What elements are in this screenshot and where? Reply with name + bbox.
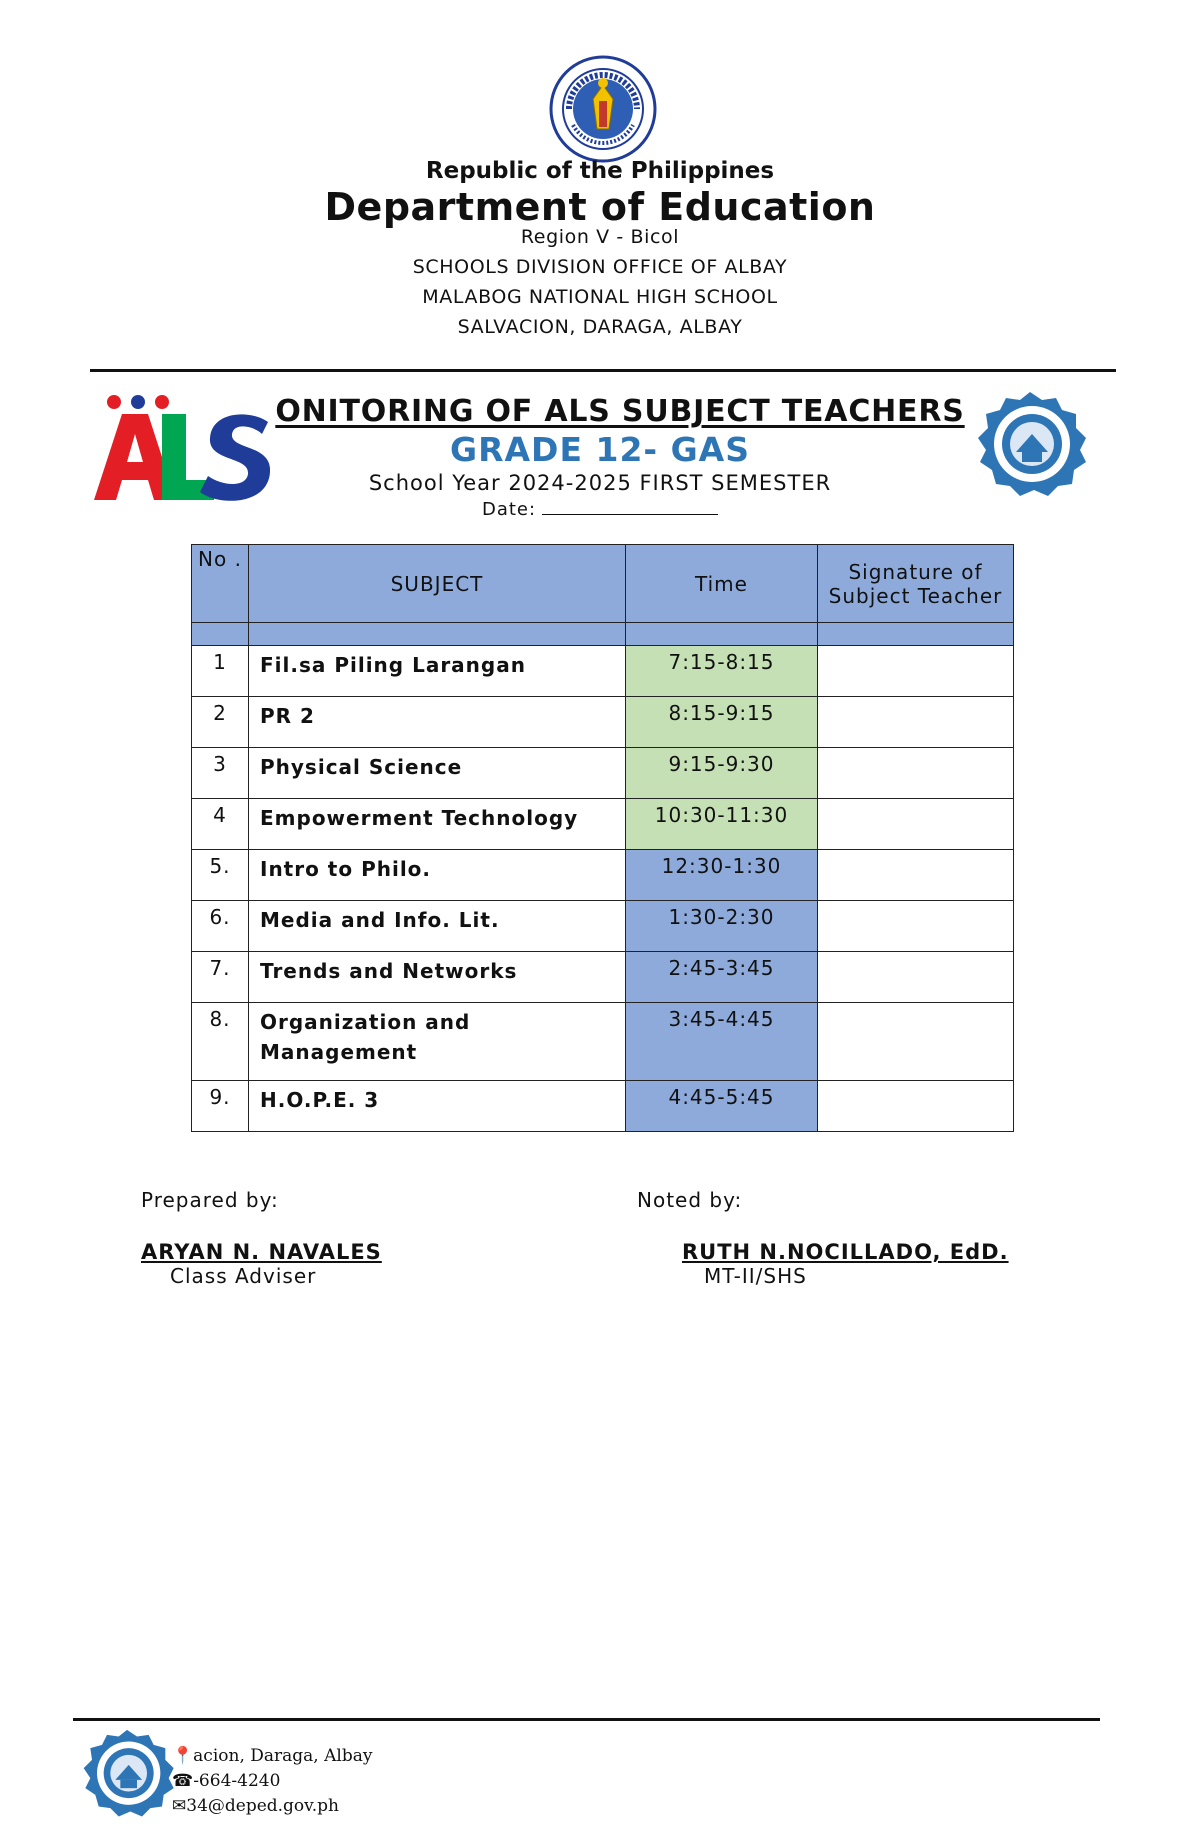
spacer-cell [626,623,818,646]
row-subject: Physical Science [249,748,626,799]
table-row [192,1003,1014,1081]
address-line: SALVACION, DARAGA, ALBAY [457,316,743,338]
row-time: 2:45-3:45 [626,952,818,1003]
row-number: 6. [192,901,249,952]
email-icon: ✉ [172,1796,187,1816]
table-row [192,799,1014,850]
table-row [192,646,1014,697]
row-number: 7. [192,952,249,1003]
date-field [0,498,1200,520]
region-line: Region V - Bicol [520,226,680,248]
location-pin-icon: 📍 [172,1746,194,1766]
spacer-cell [249,623,626,646]
row-time: 7:15-8:15 [626,646,818,697]
row-number: 3 [192,748,249,799]
row-subject: Trends and Networks [249,952,626,1003]
table-row [192,748,1014,799]
signature-cell[interactable] [818,952,1014,1003]
header-divider [90,369,1116,372]
schedule-table [191,544,1014,1132]
signature-cell[interactable] [818,748,1014,799]
spacer-cell [192,623,249,646]
row-number: 5. [192,850,249,901]
document-title: ONITORING OF ALS SUBJECT TEACHERS [275,394,965,429]
header-subject: SUBJECT [249,545,626,623]
footer-address-text: acion, Daraga, Albay [193,1746,373,1766]
row-subject: Media and Info. Lit. [249,901,626,952]
row-time: 3:45-4:45 [626,1003,818,1081]
footer-email-text: 34@deped.gov.ph [186,1796,339,1816]
signature-cell[interactable] [818,697,1014,748]
division-line: SCHOOLS DIVISION OFFICE OF ALBAY [412,256,788,278]
table-row [192,1081,1014,1132]
row-number: 1 [192,646,249,697]
row-time: 4:45-5:45 [626,1081,818,1132]
row-time: 8:15-9:15 [626,697,818,748]
date-blank [542,498,718,515]
table-row [192,901,1014,952]
row-subject: H.O.P.E. 3 [249,1081,626,1132]
table-header-row [192,545,1014,623]
school-year-line: School Year 2024-2025 FIRST SEMESTER [368,471,832,495]
signature-cell[interactable] [818,646,1014,697]
row-subject: PR 2 [249,697,626,748]
table-row [192,850,1014,901]
spacer-cell [818,623,1014,646]
header-no: No . [192,545,249,623]
row-subject: Intro to Philo. [249,850,626,901]
row-time: 9:15-9:30 [626,748,818,799]
footer-phone [172,1771,280,1791]
signature-cell[interactable] [818,1003,1014,1081]
deped-seal-logo [549,55,657,163]
noted-by-label: Noted by: [637,1188,743,1212]
header-time: Time [626,545,818,623]
phone-icon: ☎ [172,1771,194,1791]
row-time: 1:30-2:30 [626,901,818,952]
signature-cell[interactable] [818,799,1014,850]
date-label: Date: [481,499,537,520]
signature-cell[interactable] [818,850,1014,901]
row-number: 8. [192,1003,249,1081]
table-row [192,697,1014,748]
header-signature: Signature of Subject Teacher [818,545,1014,623]
school-seal-footer-logo [77,1724,177,1824]
noted-by-name: RUTH N.NOCILLADO, EdD. [682,1240,1009,1264]
prepared-by-title: Class Adviser [170,1264,317,1288]
department-heading: Department of Education [324,185,876,229]
footer-address [172,1746,372,1766]
row-time: 10:30-11:30 [626,799,818,850]
prepared-by-name: ARYAN N. NAVALES [141,1240,382,1264]
row-subject: Empowerment Technology [249,799,626,850]
republic-heading: Republic of the Philippines [425,158,775,184]
row-number: 9. [192,1081,249,1132]
row-number: 2 [192,697,249,748]
footer-phone-text: -664-4240 [193,1771,281,1791]
grade-heading: GRADE 12- GAS [450,430,750,469]
row-subject: Fil.sa Piling Larangan [249,646,626,697]
school-line: MALABOG NATIONAL HIGH SCHOOL [422,286,778,308]
signature-cell[interactable] [818,1081,1014,1132]
prepared-by-label: Prepared by: [141,1188,279,1212]
signature-cell[interactable] [818,901,1014,952]
row-subject: Organization and Management [249,1003,626,1081]
noted-by-title: MT-II/SHS [704,1264,807,1288]
row-time: 12:30-1:30 [626,850,818,901]
row-number: 4 [192,799,249,850]
table-spacer-row [192,623,1014,646]
footer-email [172,1796,339,1816]
table-row [192,952,1014,1003]
footer-divider [73,1718,1100,1721]
